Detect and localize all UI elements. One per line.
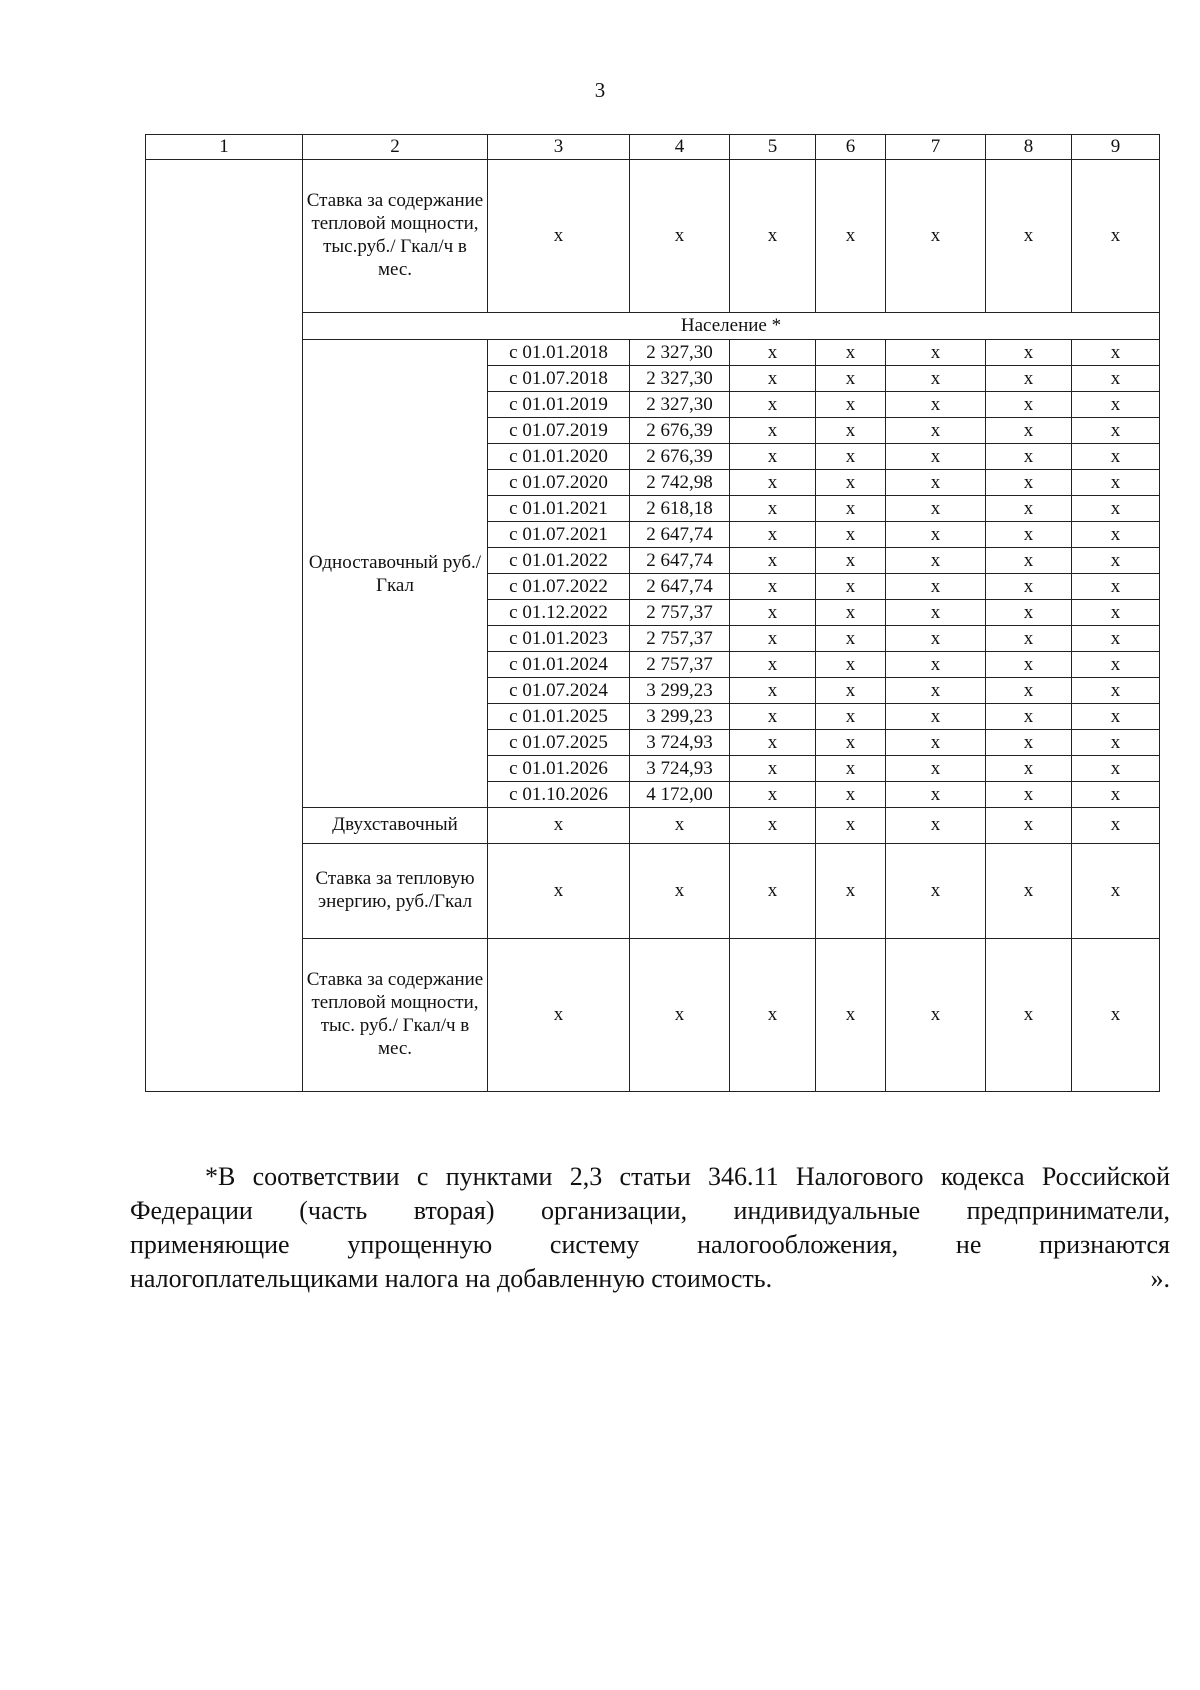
x-cell: х xyxy=(1072,939,1160,1092)
footnote-line: Федерации (часть вторая) организации, индивидуальные предприниматели, xyxy=(130,1196,1170,1225)
x-cell: х xyxy=(730,652,816,678)
x-cell: х xyxy=(986,600,1072,626)
x-cell: х xyxy=(488,808,630,844)
x-cell: х xyxy=(986,392,1072,418)
x-cell: х xyxy=(986,808,1072,844)
x-cell: х xyxy=(816,652,886,678)
rate-label: Ставка за тепловую энергию, руб./Гкал xyxy=(303,844,488,939)
x-cell: х xyxy=(816,340,886,366)
x-cell: х xyxy=(816,160,886,313)
x-cell: х xyxy=(986,340,1072,366)
x-cell: х xyxy=(986,704,1072,730)
rate-label: Двухставочный xyxy=(303,808,488,844)
table-row xyxy=(146,160,1160,313)
x-cell: х xyxy=(986,548,1072,574)
value-cell: 2 327,30 xyxy=(630,366,730,392)
x-cell: х xyxy=(1072,340,1160,366)
x-cell: х xyxy=(886,756,986,782)
column-header: 1 xyxy=(146,135,303,160)
column-header: 2 xyxy=(303,135,488,160)
date-cell: с 01.01.2024 xyxy=(488,652,630,678)
x-cell: х xyxy=(630,160,730,313)
x-cell: х xyxy=(886,808,986,844)
x-cell: х xyxy=(816,548,886,574)
value-cell: 2 757,37 xyxy=(630,600,730,626)
x-cell: х xyxy=(986,418,1072,444)
section-title: Население * xyxy=(303,313,1160,340)
x-cell: х xyxy=(816,756,886,782)
x-cell: х xyxy=(488,939,630,1092)
x-cell: х xyxy=(730,600,816,626)
value-cell: 3 724,93 xyxy=(630,730,730,756)
date-cell: с 01.07.2021 xyxy=(488,522,630,548)
x-cell: х xyxy=(986,782,1072,808)
x-cell: х xyxy=(886,939,986,1092)
value-cell: 2 676,39 xyxy=(630,418,730,444)
x-cell: х xyxy=(816,418,886,444)
x-cell: х xyxy=(886,652,986,678)
x-cell: х xyxy=(1072,782,1160,808)
column-header: 3 xyxy=(488,135,630,160)
x-cell: х xyxy=(1072,704,1160,730)
x-cell: х xyxy=(816,704,886,730)
x-cell: х xyxy=(730,730,816,756)
column-header: 8 xyxy=(986,135,1072,160)
x-cell: х xyxy=(816,626,886,652)
x-cell: х xyxy=(488,844,630,939)
value-cell: 2 647,74 xyxy=(630,548,730,574)
x-cell: х xyxy=(886,392,986,418)
date-cell: с 01.01.2020 xyxy=(488,444,630,470)
x-cell: х xyxy=(986,574,1072,600)
footnote-line: налогоплательщиками налога на добавленную стоимость. xyxy=(130,1264,773,1293)
column-header: 9 xyxy=(1072,135,1160,160)
x-cell: х xyxy=(730,444,816,470)
x-cell: х xyxy=(986,470,1072,496)
value-cell: 2 676,39 xyxy=(630,444,730,470)
date-cell: с 01.10.2026 xyxy=(488,782,630,808)
date-cell: с 01.07.2025 xyxy=(488,730,630,756)
x-cell: х xyxy=(886,678,986,704)
value-cell: 2 647,74 xyxy=(630,522,730,548)
x-cell: х xyxy=(1072,160,1160,313)
x-cell: х xyxy=(886,548,986,574)
x-cell: х xyxy=(816,600,886,626)
x-cell: х xyxy=(986,444,1072,470)
x-cell: х xyxy=(886,522,986,548)
x-cell: х xyxy=(730,782,816,808)
column-header: 4 xyxy=(630,135,730,160)
value-cell: 2 327,30 xyxy=(630,340,730,366)
x-cell: х xyxy=(1072,652,1160,678)
x-cell: х xyxy=(730,808,816,844)
x-cell: х xyxy=(1072,844,1160,939)
x-cell: х xyxy=(630,808,730,844)
x-cell: х xyxy=(730,704,816,730)
x-cell: х xyxy=(816,574,886,600)
x-cell: х xyxy=(886,730,986,756)
x-cell: х xyxy=(816,392,886,418)
x-cell: х xyxy=(816,939,886,1092)
footnote-line: применяющие упрощенную систему налогообложения, не признаются xyxy=(130,1230,1170,1259)
x-cell: х xyxy=(1072,574,1160,600)
date-cell: с 01.01.2018 xyxy=(488,340,630,366)
x-cell: х xyxy=(1072,678,1160,704)
x-cell: х xyxy=(488,160,630,313)
x-cell: х xyxy=(730,522,816,548)
x-cell: х xyxy=(816,444,886,470)
value-cell: 2 742,98 xyxy=(630,470,730,496)
x-cell: х xyxy=(730,392,816,418)
x-cell: х xyxy=(1072,522,1160,548)
x-cell: х xyxy=(986,678,1072,704)
closing-quote: ». xyxy=(1150,1264,1170,1293)
empty-first-column xyxy=(146,160,303,1092)
x-cell: х xyxy=(730,678,816,704)
date-cell: с 01.01.2026 xyxy=(488,756,630,782)
column-header: 7 xyxy=(886,135,986,160)
x-cell: х xyxy=(886,844,986,939)
column-header: 5 xyxy=(730,135,816,160)
x-cell: х xyxy=(816,470,886,496)
tariff-table xyxy=(145,134,1160,1092)
rate-label: Ставка за содержание тепловой мощности, тыс. руб./ Гкал/ч в мес. xyxy=(303,939,488,1092)
x-cell: х xyxy=(730,340,816,366)
x-cell: х xyxy=(886,626,986,652)
x-cell: х xyxy=(730,366,816,392)
x-cell: х xyxy=(1072,600,1160,626)
date-cell: с 01.12.2022 xyxy=(488,600,630,626)
x-cell: х xyxy=(730,418,816,444)
value-cell: 2 618,18 xyxy=(630,496,730,522)
column-header: 6 xyxy=(816,135,886,160)
footnote xyxy=(130,1160,1170,1296)
x-cell: х xyxy=(816,496,886,522)
x-cell: х xyxy=(730,574,816,600)
x-cell: х xyxy=(986,730,1072,756)
x-cell: х xyxy=(730,470,816,496)
value-cell: 2 647,74 xyxy=(630,574,730,600)
x-cell: х xyxy=(986,626,1072,652)
x-cell: х xyxy=(1072,730,1160,756)
x-cell: х xyxy=(730,160,816,313)
date-cell: с 01.01.2019 xyxy=(488,392,630,418)
x-cell: х xyxy=(816,730,886,756)
x-cell: х xyxy=(986,522,1072,548)
footnote-line: *В соответствии с пунктами 2,3 статьи 346.11 Налогового кодекса Российской xyxy=(205,1162,1170,1191)
x-cell: х xyxy=(630,844,730,939)
x-cell: х xyxy=(986,160,1072,313)
x-cell: х xyxy=(816,844,886,939)
table-row xyxy=(146,135,1160,160)
x-cell: х xyxy=(730,548,816,574)
value-cell: 2 327,30 xyxy=(630,392,730,418)
x-cell: х xyxy=(1072,626,1160,652)
x-cell: х xyxy=(886,366,986,392)
x-cell: х xyxy=(730,496,816,522)
x-cell: х xyxy=(1072,756,1160,782)
value-cell: 2 757,37 xyxy=(630,626,730,652)
x-cell: х xyxy=(630,939,730,1092)
value-cell: 3 299,23 xyxy=(630,704,730,730)
date-cell: с 01.01.2021 xyxy=(488,496,630,522)
value-cell: 4 172,00 xyxy=(630,782,730,808)
x-cell: х xyxy=(986,652,1072,678)
x-cell: х xyxy=(730,626,816,652)
page-number: 3 xyxy=(594,78,606,102)
date-cell: с 01.01.2025 xyxy=(488,704,630,730)
x-cell: х xyxy=(886,704,986,730)
x-cell: х xyxy=(986,844,1072,939)
x-cell: х xyxy=(986,756,1072,782)
date-cell: с 01.01.2023 xyxy=(488,626,630,652)
date-cell: с 01.07.2024 xyxy=(488,678,630,704)
x-cell: х xyxy=(886,418,986,444)
date-cell: с 01.01.2022 xyxy=(488,548,630,574)
x-cell: х xyxy=(986,939,1072,1092)
value-cell: 2 757,37 xyxy=(630,652,730,678)
x-cell: х xyxy=(816,782,886,808)
x-cell: х xyxy=(886,600,986,626)
x-cell: х xyxy=(730,844,816,939)
rate-label: Одноставочный руб./Гкал xyxy=(303,340,488,808)
x-cell: х xyxy=(1072,366,1160,392)
x-cell: х xyxy=(1072,418,1160,444)
x-cell: х xyxy=(816,808,886,844)
x-cell: х xyxy=(1072,496,1160,522)
x-cell: х xyxy=(1072,808,1160,844)
date-cell: с 01.07.2020 xyxy=(488,470,630,496)
date-cell: с 01.07.2022 xyxy=(488,574,630,600)
x-cell: х xyxy=(886,574,986,600)
x-cell: х xyxy=(730,756,816,782)
x-cell: х xyxy=(816,522,886,548)
x-cell: х xyxy=(986,496,1072,522)
x-cell: х xyxy=(1072,444,1160,470)
date-cell: с 01.07.2018 xyxy=(488,366,630,392)
x-cell: х xyxy=(1072,470,1160,496)
x-cell: х xyxy=(886,160,986,313)
x-cell: х xyxy=(886,470,986,496)
x-cell: х xyxy=(1072,392,1160,418)
value-cell: 3 724,93 xyxy=(630,756,730,782)
x-cell: х xyxy=(886,496,986,522)
x-cell: х xyxy=(816,366,886,392)
x-cell: х xyxy=(886,782,986,808)
rate-label: Ставка за содержание тепловой мощности, тыс.руб./ Гкал/ч в мес. xyxy=(303,160,488,313)
x-cell: х xyxy=(886,444,986,470)
x-cell: х xyxy=(1072,548,1160,574)
x-cell: х xyxy=(816,678,886,704)
x-cell: х xyxy=(986,366,1072,392)
value-cell: 3 299,23 xyxy=(630,678,730,704)
date-cell: с 01.07.2019 xyxy=(488,418,630,444)
x-cell: х xyxy=(886,340,986,366)
x-cell: х xyxy=(730,939,816,1092)
